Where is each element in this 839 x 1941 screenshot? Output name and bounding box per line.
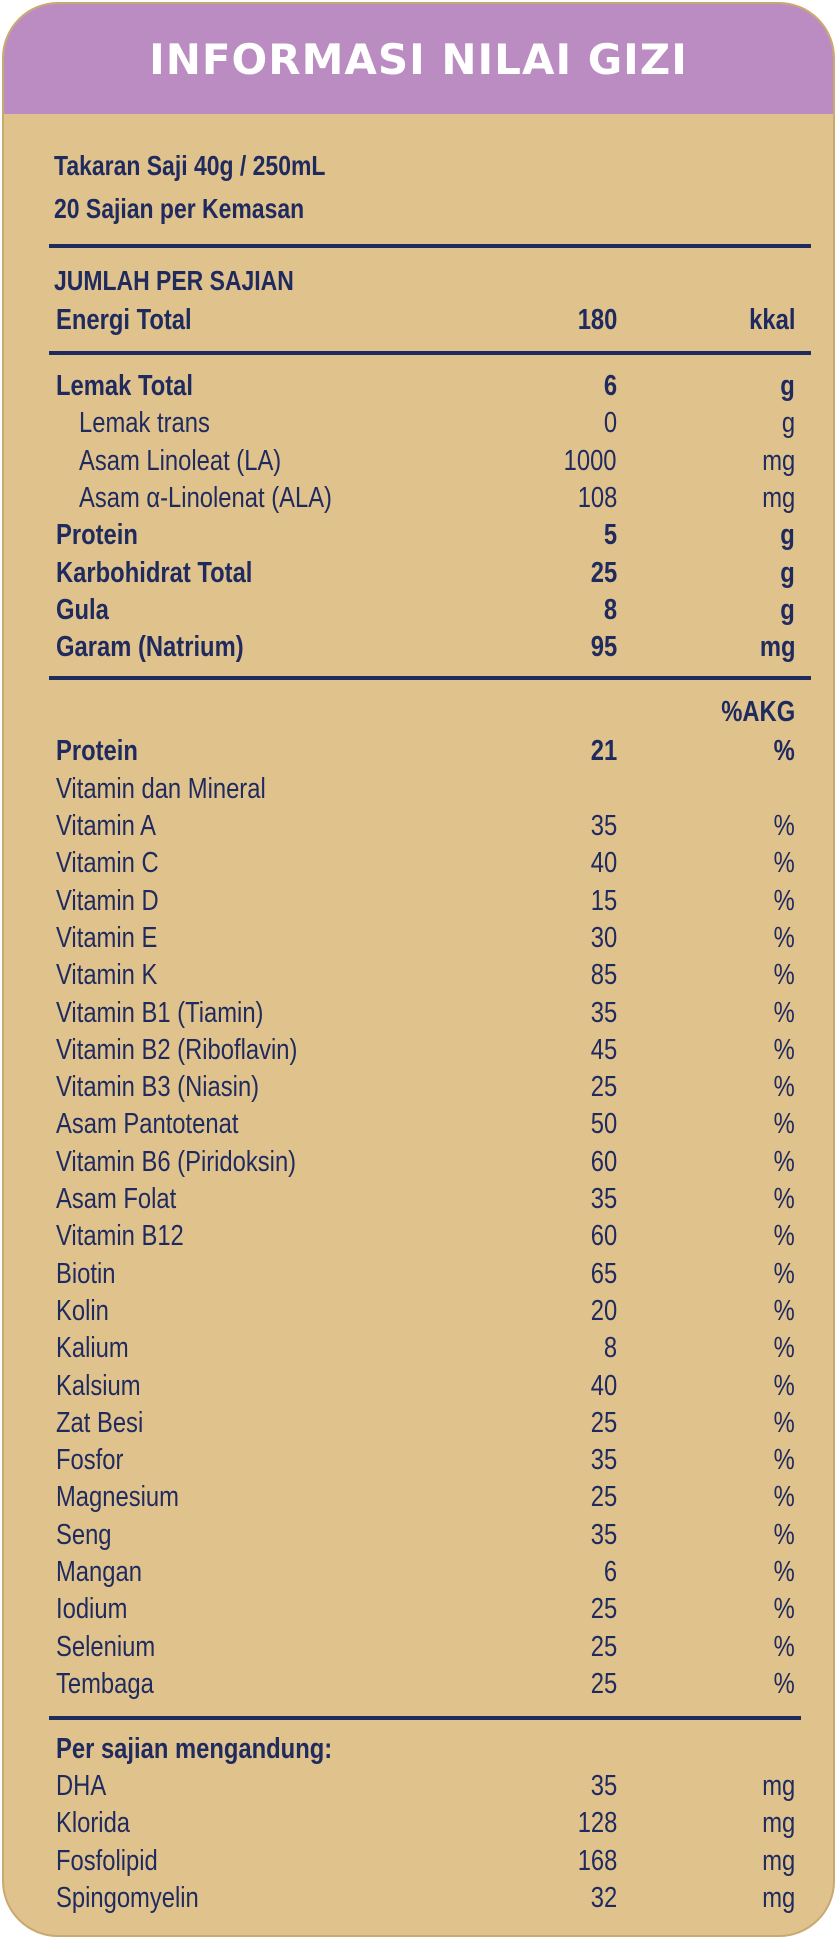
vitamins-name: Seng bbox=[56, 1518, 112, 1551]
vitamins-name: Tembaga bbox=[56, 1667, 154, 1700]
nutrients-value: 8 bbox=[603, 593, 617, 626]
protein-akg-unit: % bbox=[773, 735, 795, 767]
vitamins-value: 50 bbox=[590, 1108, 617, 1141]
vitamins-name: Vitamin B2 (Riboflavin) bbox=[56, 1033, 298, 1066]
vitamins-row bbox=[4, 1293, 833, 1330]
nutrients-value: 0 bbox=[603, 407, 617, 440]
contains-unit: mg bbox=[761, 1844, 795, 1877]
vitamins-row bbox=[4, 1591, 833, 1628]
contains-row bbox=[4, 1880, 833, 1917]
nutrients-value: 1000 bbox=[564, 444, 617, 477]
contains-value: 128 bbox=[577, 1807, 617, 1840]
amount-header: JUMLAH PER SAJIAN bbox=[54, 265, 294, 296]
nutrients-name: Lemak trans bbox=[79, 407, 210, 440]
nutrients-name: Asam Linoleat (LA) bbox=[79, 444, 282, 477]
vitamins-value: 25 bbox=[590, 1071, 617, 1104]
akg-header: %AKG bbox=[721, 696, 795, 728]
energy-name: Energi Total bbox=[56, 304, 192, 336]
vitamins-value: 40 bbox=[590, 847, 617, 880]
vitamins-row bbox=[4, 845, 833, 882]
vitamins-row bbox=[4, 1032, 833, 1069]
nutrients-name: Garam (Natrium) bbox=[56, 631, 244, 664]
vitamins-row bbox=[4, 1330, 833, 1367]
contains-header: Per sajian mengandung: bbox=[56, 1733, 333, 1765]
vitamins-unit: % bbox=[773, 1145, 795, 1178]
vitamins-row bbox=[4, 1256, 833, 1293]
divider-2 bbox=[49, 351, 811, 355]
vitamins-row bbox=[4, 1368, 833, 1405]
nutrients-value: 25 bbox=[590, 556, 617, 589]
vitamins-row bbox=[4, 1144, 833, 1181]
vitamins-row bbox=[4, 1629, 833, 1666]
vitamins-value: 20 bbox=[590, 1294, 617, 1327]
vitamins-name: Iodium bbox=[56, 1593, 128, 1626]
vitamins-name: Biotin bbox=[56, 1257, 116, 1290]
vitamins-header-row bbox=[4, 771, 833, 808]
vitamins-row bbox=[4, 1405, 833, 1442]
vitamins-name: Fosfor bbox=[56, 1444, 124, 1477]
vitamins-unit: % bbox=[773, 996, 795, 1029]
vitamins-row bbox=[4, 808, 833, 845]
vitamins-name: Vitamin B3 (Niasin) bbox=[56, 1071, 260, 1104]
vitamins-value: 25 bbox=[590, 1667, 617, 1700]
vitamins-value: 35 bbox=[590, 1518, 617, 1551]
contains-row bbox=[4, 1768, 833, 1805]
vitamins-unit: % bbox=[773, 1332, 795, 1365]
akg-header-row bbox=[4, 694, 833, 731]
vitamins-value: 85 bbox=[590, 959, 617, 992]
divider-4 bbox=[49, 1716, 801, 1720]
vitamins-unit: % bbox=[773, 1667, 795, 1700]
vitamins-unit: % bbox=[773, 810, 795, 842]
servings-per-pack: 20 Sajian per Kemasan bbox=[54, 193, 305, 224]
vitamins-unit: % bbox=[773, 1369, 795, 1402]
vitamins-row bbox=[4, 1479, 833, 1516]
vitamins-name: Vitamin A bbox=[56, 810, 157, 842]
vitamins-row bbox=[4, 995, 833, 1032]
vitamins-value: 40 bbox=[590, 1369, 617, 1402]
vitamins-value: 25 bbox=[590, 1406, 617, 1439]
protein-akg-value: 21 bbox=[590, 735, 617, 767]
nutrients-unit: mg bbox=[761, 444, 795, 477]
vitamins-row bbox=[4, 1218, 833, 1255]
vitamins-unit: % bbox=[773, 1257, 795, 1290]
nutrients-row bbox=[4, 480, 833, 517]
serving-size: Takaran Saji 40g / 250mL bbox=[54, 150, 326, 181]
vitamins-row bbox=[4, 1666, 833, 1703]
vitamins-name: Magnesium bbox=[56, 1481, 179, 1514]
vitamins-name: Vitamin K bbox=[56, 959, 158, 992]
vitamins-unit: % bbox=[773, 1593, 795, 1626]
vitamins-name: Kolin bbox=[56, 1294, 109, 1327]
vitamins-row bbox=[4, 883, 833, 920]
nutrients-name: Lemak Total bbox=[56, 370, 193, 402]
vitamins-name: Selenium bbox=[56, 1630, 156, 1663]
nutrients-row bbox=[4, 443, 833, 480]
vitamins-unit: % bbox=[773, 1518, 795, 1551]
vitamins-unit: % bbox=[773, 1183, 795, 1215]
vitamins-value: 65 bbox=[590, 1257, 617, 1290]
vitamins-unit: % bbox=[773, 921, 795, 954]
nutrients-unit: g bbox=[781, 407, 795, 440]
vitamins-unit: % bbox=[773, 1481, 795, 1514]
contains-row bbox=[4, 1805, 833, 1842]
vitamins-name: Vitamin C bbox=[56, 847, 159, 880]
contains-unit: mg bbox=[761, 1881, 795, 1914]
vitamins-value: 25 bbox=[590, 1630, 617, 1663]
protein-akg-name: Protein bbox=[56, 735, 138, 767]
header-bar bbox=[4, 4, 833, 114]
vitamins-value: 60 bbox=[590, 1145, 617, 1178]
nutrients-value: 5 bbox=[603, 519, 617, 552]
contains-unit: mg bbox=[761, 1807, 795, 1840]
nutrients-name: Asam α-Linolenat (ALA) bbox=[79, 481, 332, 514]
nutrients-value: 6 bbox=[603, 370, 617, 402]
contains-name: DHA bbox=[56, 1770, 107, 1802]
nutrients-unit: mg bbox=[759, 631, 795, 664]
nutrients-row bbox=[4, 555, 833, 592]
vitamins-name: Mangan bbox=[56, 1556, 142, 1588]
nutrients-unit: g bbox=[780, 519, 795, 552]
vitamins-value: 45 bbox=[590, 1033, 617, 1066]
vitamins-unit: % bbox=[773, 1108, 795, 1141]
nutrients-name: Karbohidrat Total bbox=[56, 556, 253, 589]
vitamins-unit: % bbox=[773, 1444, 795, 1477]
vitamins-name: Asam Folat bbox=[56, 1183, 177, 1215]
nutrition-facts-panel bbox=[2, 2, 835, 1937]
vitamins-unit: % bbox=[773, 1406, 795, 1439]
energy-row bbox=[4, 302, 833, 339]
vitamins-value: 35 bbox=[590, 810, 617, 842]
panel-title: INFORMASI NILAI GIZI bbox=[149, 34, 688, 84]
divider-3 bbox=[49, 676, 811, 680]
energy-unit: kkal bbox=[748, 304, 795, 336]
vitamins-unit: % bbox=[773, 884, 795, 917]
vitamins-value: 8 bbox=[603, 1332, 617, 1365]
contains-row bbox=[4, 1843, 833, 1880]
vitamins-name: Zat Besi bbox=[56, 1406, 144, 1439]
nutrients-row bbox=[4, 629, 833, 666]
vitamins-unit: % bbox=[773, 1033, 795, 1066]
contains-name: Spingomyelin bbox=[56, 1881, 199, 1914]
vitamins-name: Vitamin E bbox=[56, 921, 158, 954]
vitamins-value: 30 bbox=[590, 921, 617, 954]
vitamins-name: Vitamin B6 (Piridoksin) bbox=[56, 1145, 297, 1178]
nutrients-unit: g bbox=[780, 556, 795, 589]
nutrients-unit: g bbox=[780, 593, 795, 626]
vitamins-value: 25 bbox=[590, 1481, 617, 1514]
vitamins-row bbox=[4, 957, 833, 994]
nutrients-row bbox=[4, 368, 833, 405]
nutrients-row bbox=[4, 405, 833, 442]
vitamins-unit: % bbox=[773, 1220, 795, 1253]
vitamins-unit: % bbox=[773, 1630, 795, 1663]
contains-header-row bbox=[4, 1731, 833, 1768]
vitamins-value: 15 bbox=[590, 884, 617, 917]
contains-name: Fosfolipid bbox=[56, 1844, 158, 1877]
vitamins-value: 25 bbox=[590, 1593, 617, 1626]
vitamins-unit: % bbox=[773, 959, 795, 992]
nutrients-row bbox=[4, 592, 833, 629]
vitamins-row bbox=[4, 1181, 833, 1218]
nutrients-row bbox=[4, 517, 833, 554]
divider-1 bbox=[49, 244, 811, 248]
vitamins-value: 35 bbox=[590, 1183, 617, 1215]
contains-value: 32 bbox=[590, 1881, 617, 1914]
vitamins-value: 6 bbox=[603, 1556, 617, 1588]
protein-akg-row bbox=[4, 733, 833, 770]
vitamins-row bbox=[4, 1554, 833, 1591]
nutrients-value: 95 bbox=[590, 631, 617, 664]
nutrients-unit: g bbox=[780, 370, 795, 402]
vitamins-unit: % bbox=[773, 1294, 795, 1327]
nutrients-unit: mg bbox=[761, 481, 795, 514]
vitamins-name: Kalsium bbox=[56, 1369, 141, 1402]
nutrients-name: Gula bbox=[56, 593, 109, 626]
vitamins-value: 35 bbox=[590, 1444, 617, 1477]
contains-value: 35 bbox=[590, 1770, 617, 1802]
vitamins-row bbox=[4, 1442, 833, 1479]
vitamins-unit: % bbox=[773, 1556, 795, 1588]
vitamins-unit: % bbox=[773, 1071, 795, 1104]
vitamins-row bbox=[4, 1106, 833, 1143]
contains-name: Klorida bbox=[56, 1807, 131, 1840]
vitamins-name: Kalium bbox=[56, 1332, 129, 1365]
nutrients-name: Protein bbox=[56, 519, 138, 552]
vitamins-row bbox=[4, 1069, 833, 1106]
vitamins-name: Vitamin B12 bbox=[56, 1220, 184, 1253]
contains-unit: mg bbox=[761, 1770, 795, 1802]
vitamins-value: 60 bbox=[590, 1220, 617, 1253]
contains-value: 168 bbox=[577, 1844, 617, 1877]
vitamins-value: 35 bbox=[590, 996, 617, 1029]
vitamins-name: Vitamin D bbox=[56, 884, 159, 917]
vitamins-name: Asam Pantotenat bbox=[56, 1108, 239, 1141]
energy-value: 180 bbox=[577, 304, 617, 336]
nutrients-value: 108 bbox=[577, 481, 617, 514]
vitamins-unit: % bbox=[773, 847, 795, 880]
vitamins-name: Vitamin B1 (Tiamin) bbox=[56, 996, 264, 1029]
vitamins-row bbox=[4, 1517, 833, 1554]
vitamins-row bbox=[4, 920, 833, 957]
vitamins-header: Vitamin dan Mineral bbox=[56, 773, 266, 805]
